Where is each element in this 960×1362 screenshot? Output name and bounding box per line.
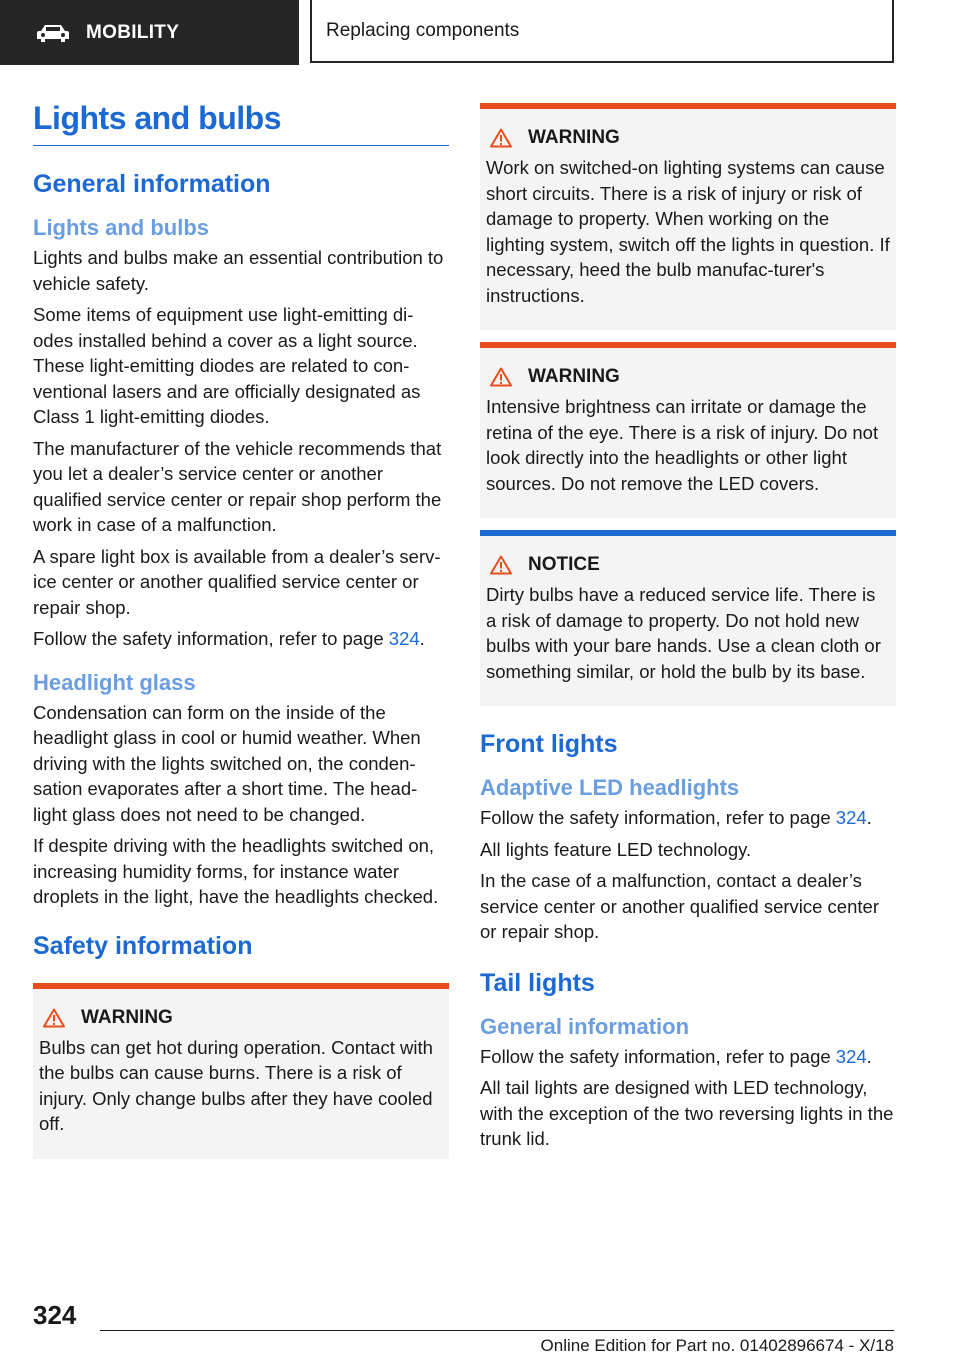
warning-triangle-icon (490, 367, 512, 387)
warning-triangle-icon (490, 555, 512, 575)
chapter-tab (0, 0, 299, 65)
warning-title-row (486, 366, 890, 388)
heading-front-lights: Front lights (480, 730, 618, 758)
edition-info: Online Edition for Part no. 01402896674 - X/18 (540, 1336, 894, 1355)
paragraph: Some items of equipment use light-emitting di‐odes installed behind a cover as a light source. These light-emitting diodes are related to con‐ventional lasers and are officially designated as Class 1 light-emitting diodes. (33, 304, 421, 427)
paragraph: Lights and bulbs make an essential contribution to vehicle safety. (33, 247, 444, 294)
left-column (33, 100, 449, 1159)
paragraph-text: . (866, 1045, 872, 1067)
paragraph (480, 805, 896, 831)
subheading-adaptive-led-headlights: Adaptive LED headlights (480, 775, 740, 800)
paragraph: In the case of a malfunction, contact a dealer’s service center or another qualified service center or repair shop. (480, 870, 879, 942)
heading-general-information: General information (33, 170, 271, 198)
right-column (480, 103, 896, 1158)
chapter-label: MOBILITY (86, 21, 180, 43)
heading-tail-lights: Tail lights (480, 968, 595, 997)
warning-text: Work on switched-on lighting systems can cause short circuits. There is a risk of injury or risk of damage to property. When working on the lighting system, switch off the lights in question. If necessary, heed the bulb manufac‐turer's instructions. (486, 157, 890, 306)
notice-text: Dirty bulbs have a reduced service life. There is a risk of damage to property. Do not hold new bulbs with your bare hands. Use a clean cloth or something similar, or hold the bulb by its base. (486, 584, 881, 682)
heading-safety-information: Safety information (33, 931, 253, 960)
warning-title-row (39, 1007, 443, 1029)
page-number: 324 (33, 1300, 77, 1330)
warning-title-row (486, 127, 890, 149)
car-icon (36, 22, 70, 44)
subheading-headlight-glass: Headlight glass (33, 669, 196, 695)
paragraph-text: Follow the safety information, refer to page (480, 1045, 836, 1067)
warning-box (480, 342, 896, 518)
section-label: Replacing components (326, 19, 520, 41)
paragraph-text: . (419, 628, 425, 649)
paragraph (480, 1044, 896, 1070)
paragraph-text: Follow the safety information, refer to page (480, 807, 836, 828)
subheading-general-information: General information (480, 1013, 690, 1039)
paragraph-text: . (866, 807, 872, 828)
notice-box (480, 530, 896, 706)
warning-title: WARNING (528, 127, 620, 148)
warning-box (33, 983, 449, 1159)
notice-title: NOTICE (528, 554, 600, 575)
warning-title: WARNING (81, 1006, 173, 1028)
page-link[interactable]: 324 (835, 807, 867, 828)
paragraph: All lights feature LED technology. (480, 838, 752, 860)
footer-divider (100, 1330, 894, 1331)
paragraph (33, 626, 449, 652)
page-title: Lights and bulbs (33, 100, 449, 146)
subheading-lights-and-bulbs: Lights and bulbs (33, 215, 209, 240)
paragraph: Condensation can form on the inside of the headlight glass in cool or humid weather. When driving with the lights switched on, the conden‐sation evaporates after a short time. The head‐light glass does not need to be changed. (33, 701, 421, 825)
warning-text: Intensive brightness can irritate or damage the retina of the eye. There is a risk of injury. Do not look directly into the headlights or other light sources. Do not remove the LED covers. (486, 396, 879, 494)
section-tab (310, 0, 894, 63)
paragraph: If despite driving with the headlights switched on, increasing humidity forms, for instance water droplets in the light, have the headlights checked. (33, 835, 439, 907)
paragraph: A spare light box is available from a dealer’s serv‐ice center or another qualified service center or repair shop. (33, 545, 441, 618)
warning-box (480, 103, 896, 330)
warning-triangle-icon (490, 128, 512, 148)
notice-title-row (486, 554, 890, 576)
paragraph-text: Follow the safety information, refer to page (33, 628, 389, 649)
warning-text: Bulbs can get hot during operation. Contact with the bulbs can cause burns. There is a risk of injury. Only change bulbs after they have cooled off. (39, 1036, 433, 1134)
warning-title: WARNING (528, 366, 620, 387)
page-link[interactable]: 324 (388, 628, 420, 649)
page-link[interactable]: 324 (835, 1045, 867, 1067)
paragraph: The manufacturer of the vehicle recommends that you let a dealer’s service center or another qualified service center or repair shop perform the work in case of a malfunction. (33, 437, 442, 535)
paragraph: All tail lights are designed with LED technology, with the exception of the two reversing lights in the trunk lid. (480, 1077, 894, 1149)
warning-triangle-icon (43, 1008, 65, 1028)
